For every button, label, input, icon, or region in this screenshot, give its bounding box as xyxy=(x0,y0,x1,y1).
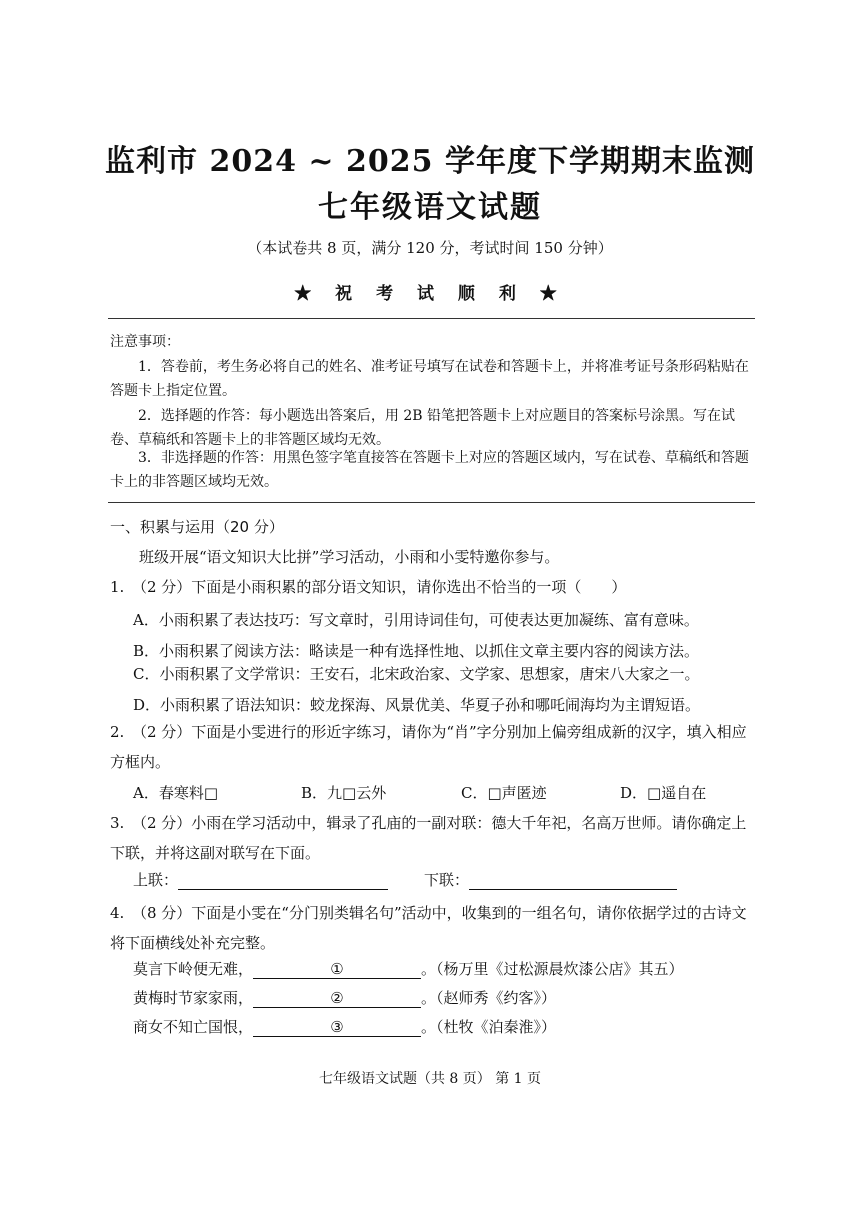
question-stem: （2 分）下面是小雨积累的部分语文知识，请你选出不恰当的一项（ ） xyxy=(132,578,627,596)
divider-top xyxy=(108,318,755,319)
answer-blank-1[interactable] xyxy=(253,960,421,979)
note-item-2: 2．选择题的作答：每小题选出答案后，用 2B 铅笔把答题卡上对应题目的答案标号涂黑。写在试卷、草稿纸和答题卡上的非答题区域均无效。 xyxy=(110,408,736,448)
note-item-1: 1．答卷前，考生务必将自己的姓名、准考证号填写在试卷和答题卡上，并将准考证号条形码粘贴在答题卡上指定位置。 xyxy=(110,359,749,399)
option-b: B．小雨积累了阅读方法：略读是一种有选择性地、以抓住文章主要内容的阅读方法。 xyxy=(133,642,700,660)
question-2 xyxy=(110,717,755,777)
good-luck-banner: ★ 祝 考 试 顺 利 ★ xyxy=(294,284,566,304)
question-number: 3. xyxy=(110,814,125,832)
quote-prefix: 黄梅时节家家雨， xyxy=(133,989,254,1007)
blank-marker: ③ xyxy=(330,1018,344,1036)
quote-line-3 xyxy=(133,1016,556,1037)
divider-bottom xyxy=(108,502,755,503)
notes-title: 注意事项： xyxy=(110,334,180,350)
blank-marker: ① xyxy=(330,960,344,978)
exam-title: 监利市 2024 ~ 2025 学年度下学期期末监测 xyxy=(105,144,755,179)
quote-source: 。（赵师秀《约客》） xyxy=(421,989,557,1007)
section-intro: 班级开展“语文知识大比拼”学习活动，小雨和小雯特邀你参与。 xyxy=(139,548,560,566)
option-a: A．小雨积累了表达技巧：写文章时，引用诗词佳句，可使表达更加凝练、富有意味。 xyxy=(133,611,699,629)
option-d: D．□遥自在 xyxy=(620,784,707,802)
option-c: C．□声匿迹 xyxy=(461,784,547,802)
question-stem: （8 分）下面是小雯在“分门别类辑名句”活动中，收集到的一组名句，请你依据学过的古诗文将下面横线处补充完整。 xyxy=(110,904,747,952)
question-number: 2. xyxy=(110,723,125,741)
option-d: D．小雨积累了语法知识：蛟龙探海、风景优美、华夏子孙和哪吒闹海均为主谓短语。 xyxy=(133,696,701,714)
quote-source: 。（杜牧《泊秦淮》） xyxy=(421,1018,557,1036)
couplet-upper xyxy=(133,869,388,890)
question-stem: （2 分）小雨在学习活动中，辑录了孔庙的一副对联：德大千年祀，名高万世师。请你确定上下联，并将这副对联写在下面。 xyxy=(110,814,747,862)
question-1 xyxy=(110,572,755,602)
exam-subject-title: 七年级语文试题 xyxy=(318,190,542,225)
question-number: 1. xyxy=(110,578,125,596)
section-title: 一、积累与运用（20 分） xyxy=(110,518,284,536)
note-item-3: 3．非选择题的作答：用黑色签字笔直接答在答题卡上对应的答题区域内，写在试卷、草稿纸和答题卡上的非答题区域均无效。 xyxy=(110,450,749,490)
upper-answer-line[interactable] xyxy=(178,871,388,890)
answer-blank-2[interactable] xyxy=(253,989,421,1008)
exam-info: （本试卷共 8 页，满分 120 分，考试时间 150 分钟） xyxy=(247,239,613,257)
lower-answer-line[interactable] xyxy=(469,871,677,890)
upper-label: 上联： xyxy=(133,871,179,889)
question-3 xyxy=(110,808,755,868)
couplet-lower xyxy=(424,869,677,890)
question-number: 4. xyxy=(110,904,125,922)
quote-line-2 xyxy=(133,987,556,1008)
question-4 xyxy=(110,898,755,958)
option-a: A．春寒料□ xyxy=(133,784,219,802)
lower-label: 下联： xyxy=(424,871,470,889)
option-b: B．九□云外 xyxy=(301,784,387,802)
quote-line-1 xyxy=(133,958,684,979)
quote-prefix: 莫言下岭便无难， xyxy=(133,960,254,978)
answer-blank-3[interactable] xyxy=(253,1018,421,1037)
page-footer: 七年级语文试题（共 8 页） 第 1 页 xyxy=(318,1071,542,1087)
option-c: C．小雨积累了文学常识：王安石，北宋政治家、文学家、思想家，唐宋八大家之一。 xyxy=(133,665,700,683)
question-stem: （2 分）下面是小雯进行的形近字练习，请你为“肖”字分别加上偏旁组成新的汉字，填入相应方框内。 xyxy=(110,723,747,771)
blank-marker: ② xyxy=(330,989,344,1007)
quote-prefix: 商女不知亡国恨， xyxy=(133,1018,254,1036)
quote-source: 。（杨万里《过松源晨炊漆公店》其五） xyxy=(421,960,684,978)
